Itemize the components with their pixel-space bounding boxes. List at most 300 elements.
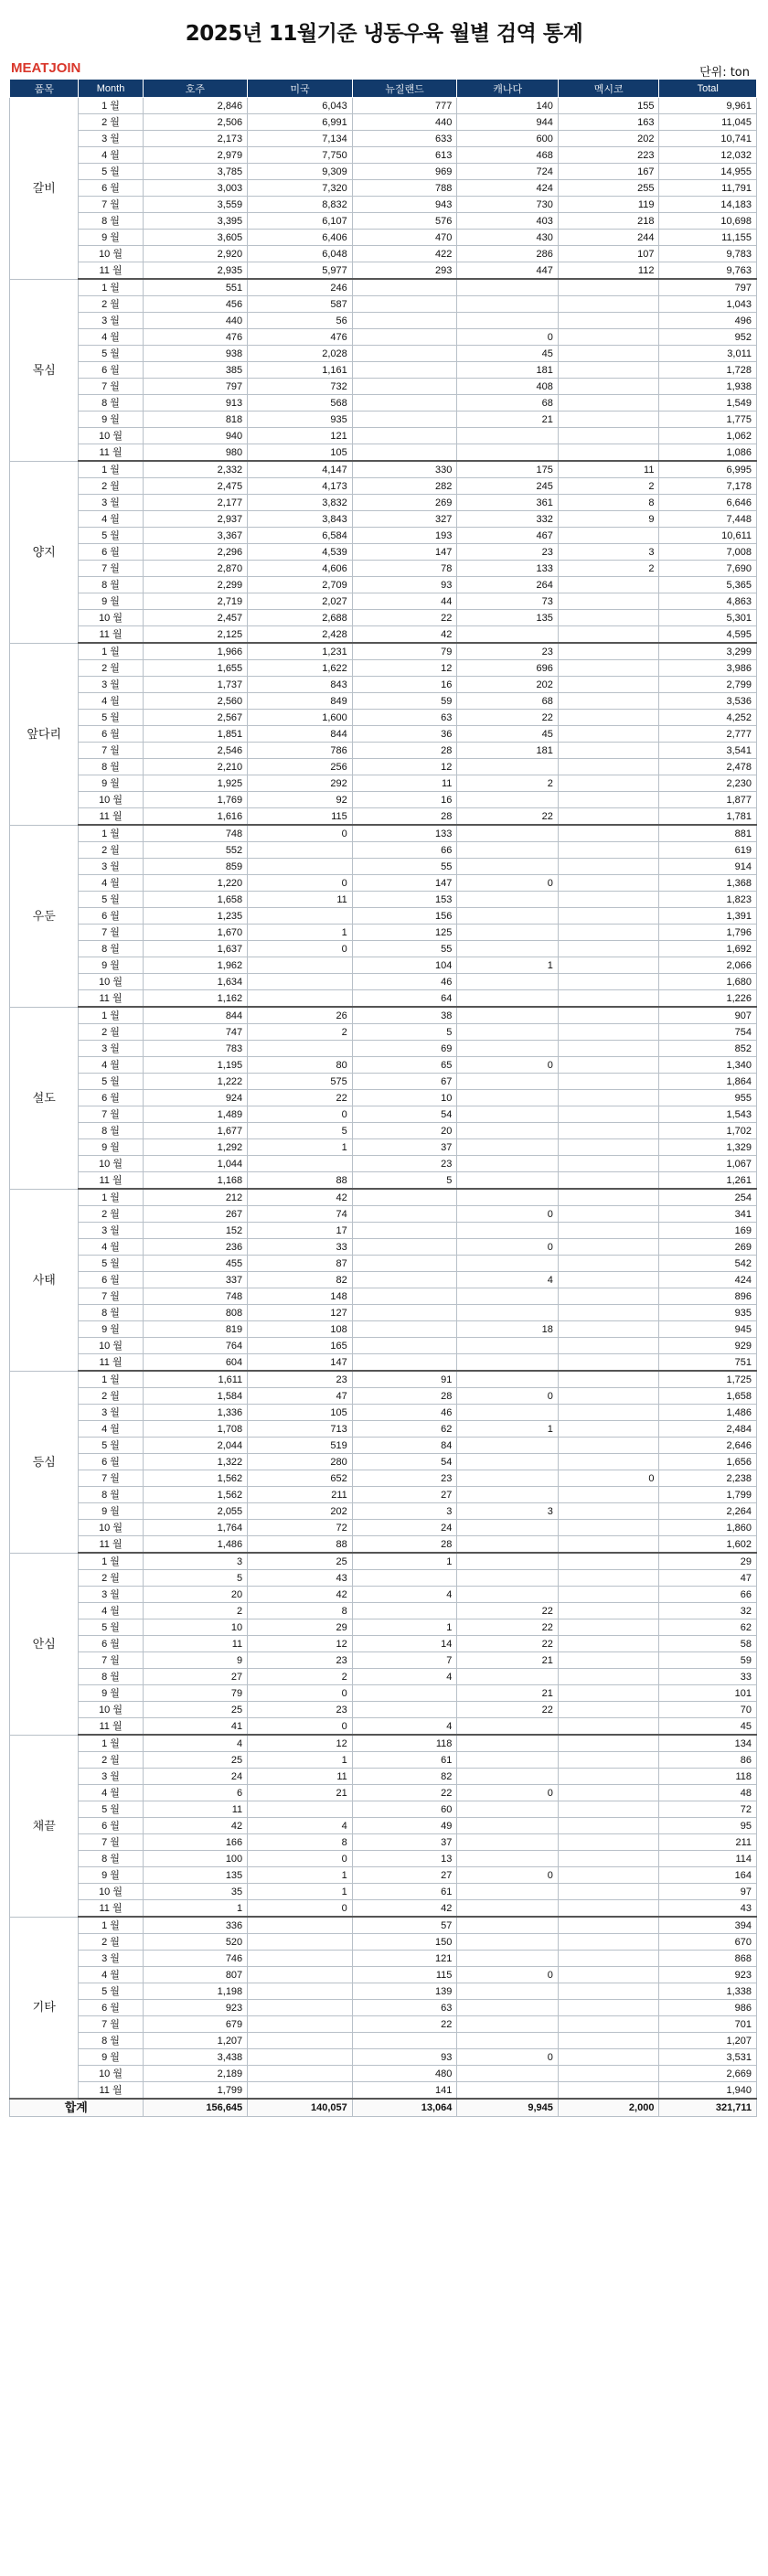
month-cell: 1 월 bbox=[79, 279, 143, 296]
value-cell: 1,322 bbox=[143, 1454, 248, 1470]
value-cell: 66 bbox=[352, 842, 457, 859]
month-cell: 3 월 bbox=[79, 1587, 143, 1603]
table-row bbox=[10, 1305, 757, 1321]
value-cell: 652 bbox=[248, 1470, 353, 1487]
value-cell: 955 bbox=[659, 1090, 757, 1106]
value-cell bbox=[457, 1371, 559, 1388]
value-cell: 1 bbox=[143, 1900, 248, 1918]
value-cell bbox=[558, 759, 659, 775]
value-cell bbox=[558, 643, 659, 660]
value-cell bbox=[558, 710, 659, 726]
value-cell bbox=[457, 825, 559, 842]
table-row bbox=[10, 1951, 757, 1967]
value-cell: 6,043 bbox=[248, 98, 353, 114]
value-cell: 84 bbox=[352, 1438, 457, 1454]
value-cell: 843 bbox=[248, 677, 353, 693]
value-cell: 0 bbox=[248, 1900, 353, 1918]
value-cell: 3,299 bbox=[659, 643, 757, 660]
value-cell: 496 bbox=[659, 313, 757, 329]
value-cell: 2,044 bbox=[143, 1438, 248, 1454]
value-cell: 3,832 bbox=[248, 495, 353, 511]
value-cell bbox=[352, 1321, 457, 1338]
table-row bbox=[10, 346, 757, 362]
value-cell: 22 bbox=[457, 808, 559, 826]
table-row bbox=[10, 1454, 757, 1470]
value-cell bbox=[457, 892, 559, 908]
value-cell: 4,173 bbox=[248, 478, 353, 495]
value-cell: 914 bbox=[659, 859, 757, 875]
value-cell bbox=[558, 1106, 659, 1123]
value-cell bbox=[457, 1735, 559, 1752]
statistics-table bbox=[9, 79, 757, 2117]
value-cell bbox=[457, 941, 559, 957]
value-cell: 27 bbox=[143, 1669, 248, 1685]
value-cell: 163 bbox=[558, 114, 659, 131]
value-cell bbox=[558, 577, 659, 593]
month-cell: 2 월 bbox=[79, 660, 143, 677]
item-category-cell: 기타 bbox=[10, 1917, 79, 2099]
value-cell bbox=[248, 2082, 353, 2100]
value-cell bbox=[558, 1851, 659, 1867]
table-row bbox=[10, 180, 757, 197]
value-cell: 72 bbox=[248, 1520, 353, 1536]
table-row bbox=[10, 1007, 757, 1024]
value-cell: 754 bbox=[659, 1024, 757, 1041]
value-cell: 9 bbox=[143, 1652, 248, 1669]
table-row bbox=[10, 1669, 757, 1685]
value-cell bbox=[558, 677, 659, 693]
value-cell: 121 bbox=[248, 428, 353, 444]
value-cell: 1,162 bbox=[143, 990, 248, 1008]
value-cell bbox=[457, 1007, 559, 1024]
value-cell: 519 bbox=[248, 1438, 353, 1454]
value-cell bbox=[352, 346, 457, 362]
value-cell: 22 bbox=[457, 710, 559, 726]
value-cell: 1 bbox=[457, 957, 559, 974]
value-cell: 907 bbox=[659, 1007, 757, 1024]
value-cell: 152 bbox=[143, 1223, 248, 1239]
value-cell: 23 bbox=[248, 1371, 353, 1388]
month-cell: 4 월 bbox=[79, 693, 143, 710]
table-row bbox=[10, 925, 757, 941]
value-cell bbox=[558, 2016, 659, 2033]
table-row bbox=[10, 444, 757, 462]
value-cell: 520 bbox=[143, 1934, 248, 1951]
value-cell: 1,775 bbox=[659, 412, 757, 428]
table-row bbox=[10, 660, 757, 677]
month-cell: 6 월 bbox=[79, 544, 143, 561]
month-cell: 11 월 bbox=[79, 808, 143, 826]
month-cell: 1 월 bbox=[79, 643, 143, 660]
value-cell: 1,261 bbox=[659, 1172, 757, 1190]
value-cell bbox=[457, 1454, 559, 1470]
month-cell: 9 월 bbox=[79, 957, 143, 974]
value-cell bbox=[558, 1801, 659, 1818]
value-cell: 42 bbox=[248, 1189, 353, 1206]
month-cell: 4 월 bbox=[79, 1603, 143, 1619]
value-cell: 2,979 bbox=[143, 147, 248, 164]
value-cell bbox=[457, 1156, 559, 1172]
month-cell: 6 월 bbox=[79, 1272, 143, 1288]
value-cell bbox=[558, 412, 659, 428]
table-row bbox=[10, 528, 757, 544]
column-header: Month bbox=[79, 80, 143, 98]
value-cell bbox=[558, 279, 659, 296]
value-cell: 269 bbox=[352, 495, 457, 511]
value-cell: 218 bbox=[558, 213, 659, 230]
value-cell: 575 bbox=[248, 1074, 353, 1090]
value-cell bbox=[558, 1636, 659, 1652]
value-cell: 12 bbox=[248, 1636, 353, 1652]
value-cell: 23 bbox=[248, 1652, 353, 1669]
month-cell: 11 월 bbox=[79, 990, 143, 1008]
value-cell bbox=[457, 1470, 559, 1487]
table-row bbox=[10, 478, 757, 495]
value-cell bbox=[352, 1288, 457, 1305]
value-cell: 1 bbox=[248, 1139, 353, 1156]
value-cell: 23 bbox=[248, 1702, 353, 1718]
value-cell: 6,646 bbox=[659, 495, 757, 511]
month-cell: 3 월 bbox=[79, 1041, 143, 1057]
value-cell bbox=[558, 2049, 659, 2066]
month-cell: 10 월 bbox=[79, 1520, 143, 1536]
value-cell bbox=[457, 1951, 559, 1967]
value-cell: 952 bbox=[659, 329, 757, 346]
value-cell bbox=[558, 329, 659, 346]
value-cell: 11 bbox=[352, 775, 457, 792]
value-cell: 6 bbox=[143, 1785, 248, 1801]
value-cell: 7,448 bbox=[659, 511, 757, 528]
value-cell: 1,796 bbox=[659, 925, 757, 941]
month-cell: 8 월 bbox=[79, 759, 143, 775]
value-cell: 945 bbox=[659, 1321, 757, 1338]
value-cell: 95 bbox=[659, 1818, 757, 1834]
value-cell bbox=[457, 1934, 559, 1951]
value-cell bbox=[558, 808, 659, 826]
table-row bbox=[10, 726, 757, 743]
table-row bbox=[10, 941, 757, 957]
value-cell: 1,486 bbox=[143, 1536, 248, 1554]
value-cell: 424 bbox=[659, 1272, 757, 1288]
value-cell: 4 bbox=[143, 1735, 248, 1752]
month-cell: 10 월 bbox=[79, 792, 143, 808]
value-cell: 2,027 bbox=[248, 593, 353, 610]
value-cell: 633 bbox=[352, 131, 457, 147]
value-cell: 125 bbox=[352, 925, 457, 941]
value-cell: 896 bbox=[659, 1288, 757, 1305]
month-cell: 10 월 bbox=[79, 610, 143, 626]
value-cell: 93 bbox=[352, 2049, 457, 2066]
value-cell bbox=[558, 1024, 659, 1041]
value-cell bbox=[558, 593, 659, 610]
value-cell: 764 bbox=[143, 1338, 248, 1354]
value-cell bbox=[457, 1900, 559, 1918]
value-cell: 797 bbox=[143, 379, 248, 395]
value-cell: 2 bbox=[248, 1024, 353, 1041]
value-cell bbox=[457, 1801, 559, 1818]
table-row bbox=[10, 511, 757, 528]
item-category-cell: 등심 bbox=[10, 1371, 79, 1553]
table-row bbox=[10, 147, 757, 164]
value-cell: 147 bbox=[352, 544, 457, 561]
value-cell: 332 bbox=[457, 511, 559, 528]
value-cell: 135 bbox=[143, 1867, 248, 1884]
value-cell: 42 bbox=[352, 1900, 457, 1918]
value-cell: 92 bbox=[248, 792, 353, 808]
value-cell: 732 bbox=[248, 379, 353, 395]
value-cell: 22 bbox=[457, 1636, 559, 1652]
value-cell: 701 bbox=[659, 2016, 757, 2033]
value-cell: 2,189 bbox=[143, 2066, 248, 2082]
value-cell: 2,475 bbox=[143, 478, 248, 495]
value-cell: 1,680 bbox=[659, 974, 757, 990]
value-cell: 74 bbox=[248, 1206, 353, 1223]
table-row bbox=[10, 230, 757, 246]
table-row bbox=[10, 1041, 757, 1057]
value-cell: 22 bbox=[457, 1603, 559, 1619]
value-cell: 2,055 bbox=[143, 1503, 248, 1520]
month-cell: 9 월 bbox=[79, 775, 143, 792]
value-cell: 935 bbox=[659, 1305, 757, 1321]
total-value-cell: 156,645 bbox=[143, 2099, 248, 2117]
value-cell bbox=[558, 1189, 659, 1206]
table-row bbox=[10, 1685, 757, 1702]
table-row bbox=[10, 1239, 757, 1256]
value-cell: 70 bbox=[659, 1702, 757, 1718]
month-cell: 8 월 bbox=[79, 1305, 143, 1321]
value-cell: 2,066 bbox=[659, 957, 757, 974]
value-cell: 148 bbox=[248, 1288, 353, 1305]
month-cell: 8 월 bbox=[79, 213, 143, 230]
value-cell: 4 bbox=[352, 1718, 457, 1736]
table-row bbox=[10, 1338, 757, 1354]
month-cell: 9 월 bbox=[79, 1321, 143, 1338]
value-cell: 8 bbox=[558, 495, 659, 511]
month-cell: 5 월 bbox=[79, 892, 143, 908]
value-cell: 118 bbox=[352, 1735, 457, 1752]
value-cell: 38 bbox=[352, 1007, 457, 1024]
table-row bbox=[10, 461, 757, 478]
month-cell: 5 월 bbox=[79, 528, 143, 544]
value-cell: 1,543 bbox=[659, 1106, 757, 1123]
value-cell: 147 bbox=[352, 875, 457, 892]
value-cell bbox=[558, 1041, 659, 1057]
value-cell bbox=[248, 1934, 353, 1951]
month-cell: 3 월 bbox=[79, 1405, 143, 1421]
value-cell bbox=[558, 1123, 659, 1139]
value-cell: 935 bbox=[248, 412, 353, 428]
value-cell: 576 bbox=[352, 213, 457, 230]
value-cell: 3,438 bbox=[143, 2049, 248, 2066]
value-cell bbox=[558, 1139, 659, 1156]
table-row bbox=[10, 428, 757, 444]
month-cell: 10 월 bbox=[79, 246, 143, 262]
value-cell: 60 bbox=[352, 1801, 457, 1818]
value-cell: 1,616 bbox=[143, 808, 248, 826]
value-cell bbox=[558, 1206, 659, 1223]
value-cell: 2 bbox=[558, 478, 659, 495]
table-row bbox=[10, 544, 757, 561]
value-cell bbox=[558, 1090, 659, 1106]
item-category-cell: 안심 bbox=[10, 1553, 79, 1735]
value-cell: 135 bbox=[457, 610, 559, 626]
table-header bbox=[10, 80, 757, 98]
value-cell: 0 bbox=[457, 1867, 559, 1884]
value-cell: 22 bbox=[248, 1090, 353, 1106]
value-cell: 3 bbox=[558, 544, 659, 561]
table-row bbox=[10, 808, 757, 826]
value-cell bbox=[457, 1106, 559, 1123]
value-cell: 236 bbox=[143, 1239, 248, 1256]
value-cell bbox=[457, 1983, 559, 2000]
value-cell: 797 bbox=[659, 279, 757, 296]
value-cell: 1,044 bbox=[143, 1156, 248, 1172]
value-cell bbox=[457, 974, 559, 990]
value-cell: 48 bbox=[659, 1785, 757, 1801]
value-cell: 3 bbox=[352, 1503, 457, 1520]
value-cell: 747 bbox=[143, 1024, 248, 1041]
value-cell: 4 bbox=[457, 1272, 559, 1288]
value-cell: 341 bbox=[659, 1206, 757, 1223]
table-row bbox=[10, 1834, 757, 1851]
value-cell: 394 bbox=[659, 1917, 757, 1934]
value-cell bbox=[457, 1536, 559, 1554]
value-cell: 12 bbox=[352, 660, 457, 677]
month-cell: 9 월 bbox=[79, 1503, 143, 1520]
table-row bbox=[10, 1983, 757, 2000]
value-cell bbox=[457, 1090, 559, 1106]
value-cell bbox=[558, 2066, 659, 2082]
value-cell: 3 bbox=[457, 1503, 559, 1520]
value-cell bbox=[558, 1172, 659, 1190]
value-cell: 0 bbox=[457, 1388, 559, 1405]
value-cell: 3,395 bbox=[143, 213, 248, 230]
table-row bbox=[10, 2049, 757, 2066]
table-row bbox=[10, 1702, 757, 1718]
value-cell bbox=[457, 1818, 559, 1834]
value-cell: 679 bbox=[143, 2016, 248, 2033]
value-cell: 28 bbox=[352, 1536, 457, 1554]
table-row bbox=[10, 1818, 757, 1834]
value-cell bbox=[558, 1405, 659, 1421]
value-cell: 0 bbox=[248, 1718, 353, 1736]
value-cell: 468 bbox=[457, 147, 559, 164]
value-cell: 2,238 bbox=[659, 1470, 757, 1487]
value-cell: 1,658 bbox=[143, 892, 248, 908]
month-cell: 7 월 bbox=[79, 925, 143, 941]
value-cell bbox=[558, 1619, 659, 1636]
value-cell: 5,301 bbox=[659, 610, 757, 626]
value-cell: 551 bbox=[143, 279, 248, 296]
value-cell: 293 bbox=[352, 262, 457, 280]
value-cell bbox=[352, 412, 457, 428]
value-cell: 7 bbox=[352, 1652, 457, 1669]
value-cell: 0 bbox=[248, 1685, 353, 1702]
value-cell: 4,539 bbox=[248, 544, 353, 561]
value-cell bbox=[352, 428, 457, 444]
value-cell: 2,210 bbox=[143, 759, 248, 775]
value-cell: 1,823 bbox=[659, 892, 757, 908]
value-cell: 2,709 bbox=[248, 577, 353, 593]
value-cell bbox=[457, 990, 559, 1008]
month-cell: 2 월 bbox=[79, 114, 143, 131]
month-cell: 8 월 bbox=[79, 395, 143, 412]
value-cell: 11 bbox=[143, 1801, 248, 1818]
month-cell: 2 월 bbox=[79, 842, 143, 859]
value-cell: 13 bbox=[352, 1851, 457, 1867]
month-cell: 9 월 bbox=[79, 412, 143, 428]
value-cell bbox=[457, 1041, 559, 1057]
value-cell: 1,336 bbox=[143, 1405, 248, 1421]
month-cell: 2 월 bbox=[79, 1024, 143, 1041]
value-cell: 777 bbox=[352, 98, 457, 114]
column-header: Total bbox=[659, 80, 757, 98]
value-cell bbox=[558, 1438, 659, 1454]
value-cell: 23 bbox=[457, 643, 559, 660]
table-row bbox=[10, 1636, 757, 1652]
value-cell: 2,506 bbox=[143, 114, 248, 131]
month-cell: 3 월 bbox=[79, 1769, 143, 1785]
value-cell: 440 bbox=[352, 114, 457, 131]
value-cell: 256 bbox=[248, 759, 353, 775]
value-cell: 166 bbox=[143, 1834, 248, 1851]
value-cell: 64 bbox=[352, 990, 457, 1008]
value-cell: 2,567 bbox=[143, 710, 248, 726]
value-cell: 1,043 bbox=[659, 296, 757, 313]
value-cell bbox=[558, 726, 659, 743]
value-cell bbox=[457, 1288, 559, 1305]
value-cell: 724 bbox=[457, 164, 559, 180]
item-category-cell: 설도 bbox=[10, 1007, 79, 1189]
value-cell: 600 bbox=[457, 131, 559, 147]
table-row bbox=[10, 1536, 757, 1554]
value-cell: 2,546 bbox=[143, 743, 248, 759]
month-cell: 5 월 bbox=[79, 1256, 143, 1272]
value-cell: 4,595 bbox=[659, 626, 757, 644]
value-cell: 1,925 bbox=[143, 775, 248, 792]
month-cell: 11 월 bbox=[79, 262, 143, 280]
value-cell: 181 bbox=[457, 362, 559, 379]
table-row bbox=[10, 395, 757, 412]
value-cell: 929 bbox=[659, 1338, 757, 1354]
value-cell: 2 bbox=[248, 1669, 353, 1685]
value-cell: 46 bbox=[352, 974, 457, 990]
value-cell: 0 bbox=[457, 1057, 559, 1074]
value-cell: 2,125 bbox=[143, 626, 248, 644]
month-cell: 10 월 bbox=[79, 1338, 143, 1354]
value-cell: 0 bbox=[558, 1470, 659, 1487]
value-cell: 6,991 bbox=[248, 114, 353, 131]
value-cell: 1,966 bbox=[143, 643, 248, 660]
value-cell: 107 bbox=[558, 246, 659, 262]
value-cell: 1,677 bbox=[143, 1123, 248, 1139]
value-cell: 79 bbox=[143, 1685, 248, 1702]
value-cell bbox=[457, 1074, 559, 1090]
value-cell bbox=[558, 2033, 659, 2049]
table-row bbox=[10, 279, 757, 296]
table-row bbox=[10, 1652, 757, 1669]
value-cell: 22 bbox=[352, 610, 457, 626]
value-cell: 87 bbox=[248, 1256, 353, 1272]
value-cell bbox=[558, 1769, 659, 1785]
value-cell: 97 bbox=[659, 1884, 757, 1900]
value-cell: 786 bbox=[248, 743, 353, 759]
item-category-cell: 채끝 bbox=[10, 1735, 79, 1917]
value-cell bbox=[558, 859, 659, 875]
value-cell: 849 bbox=[248, 693, 353, 710]
value-cell: 267 bbox=[143, 1206, 248, 1223]
value-cell bbox=[457, 1718, 559, 1736]
